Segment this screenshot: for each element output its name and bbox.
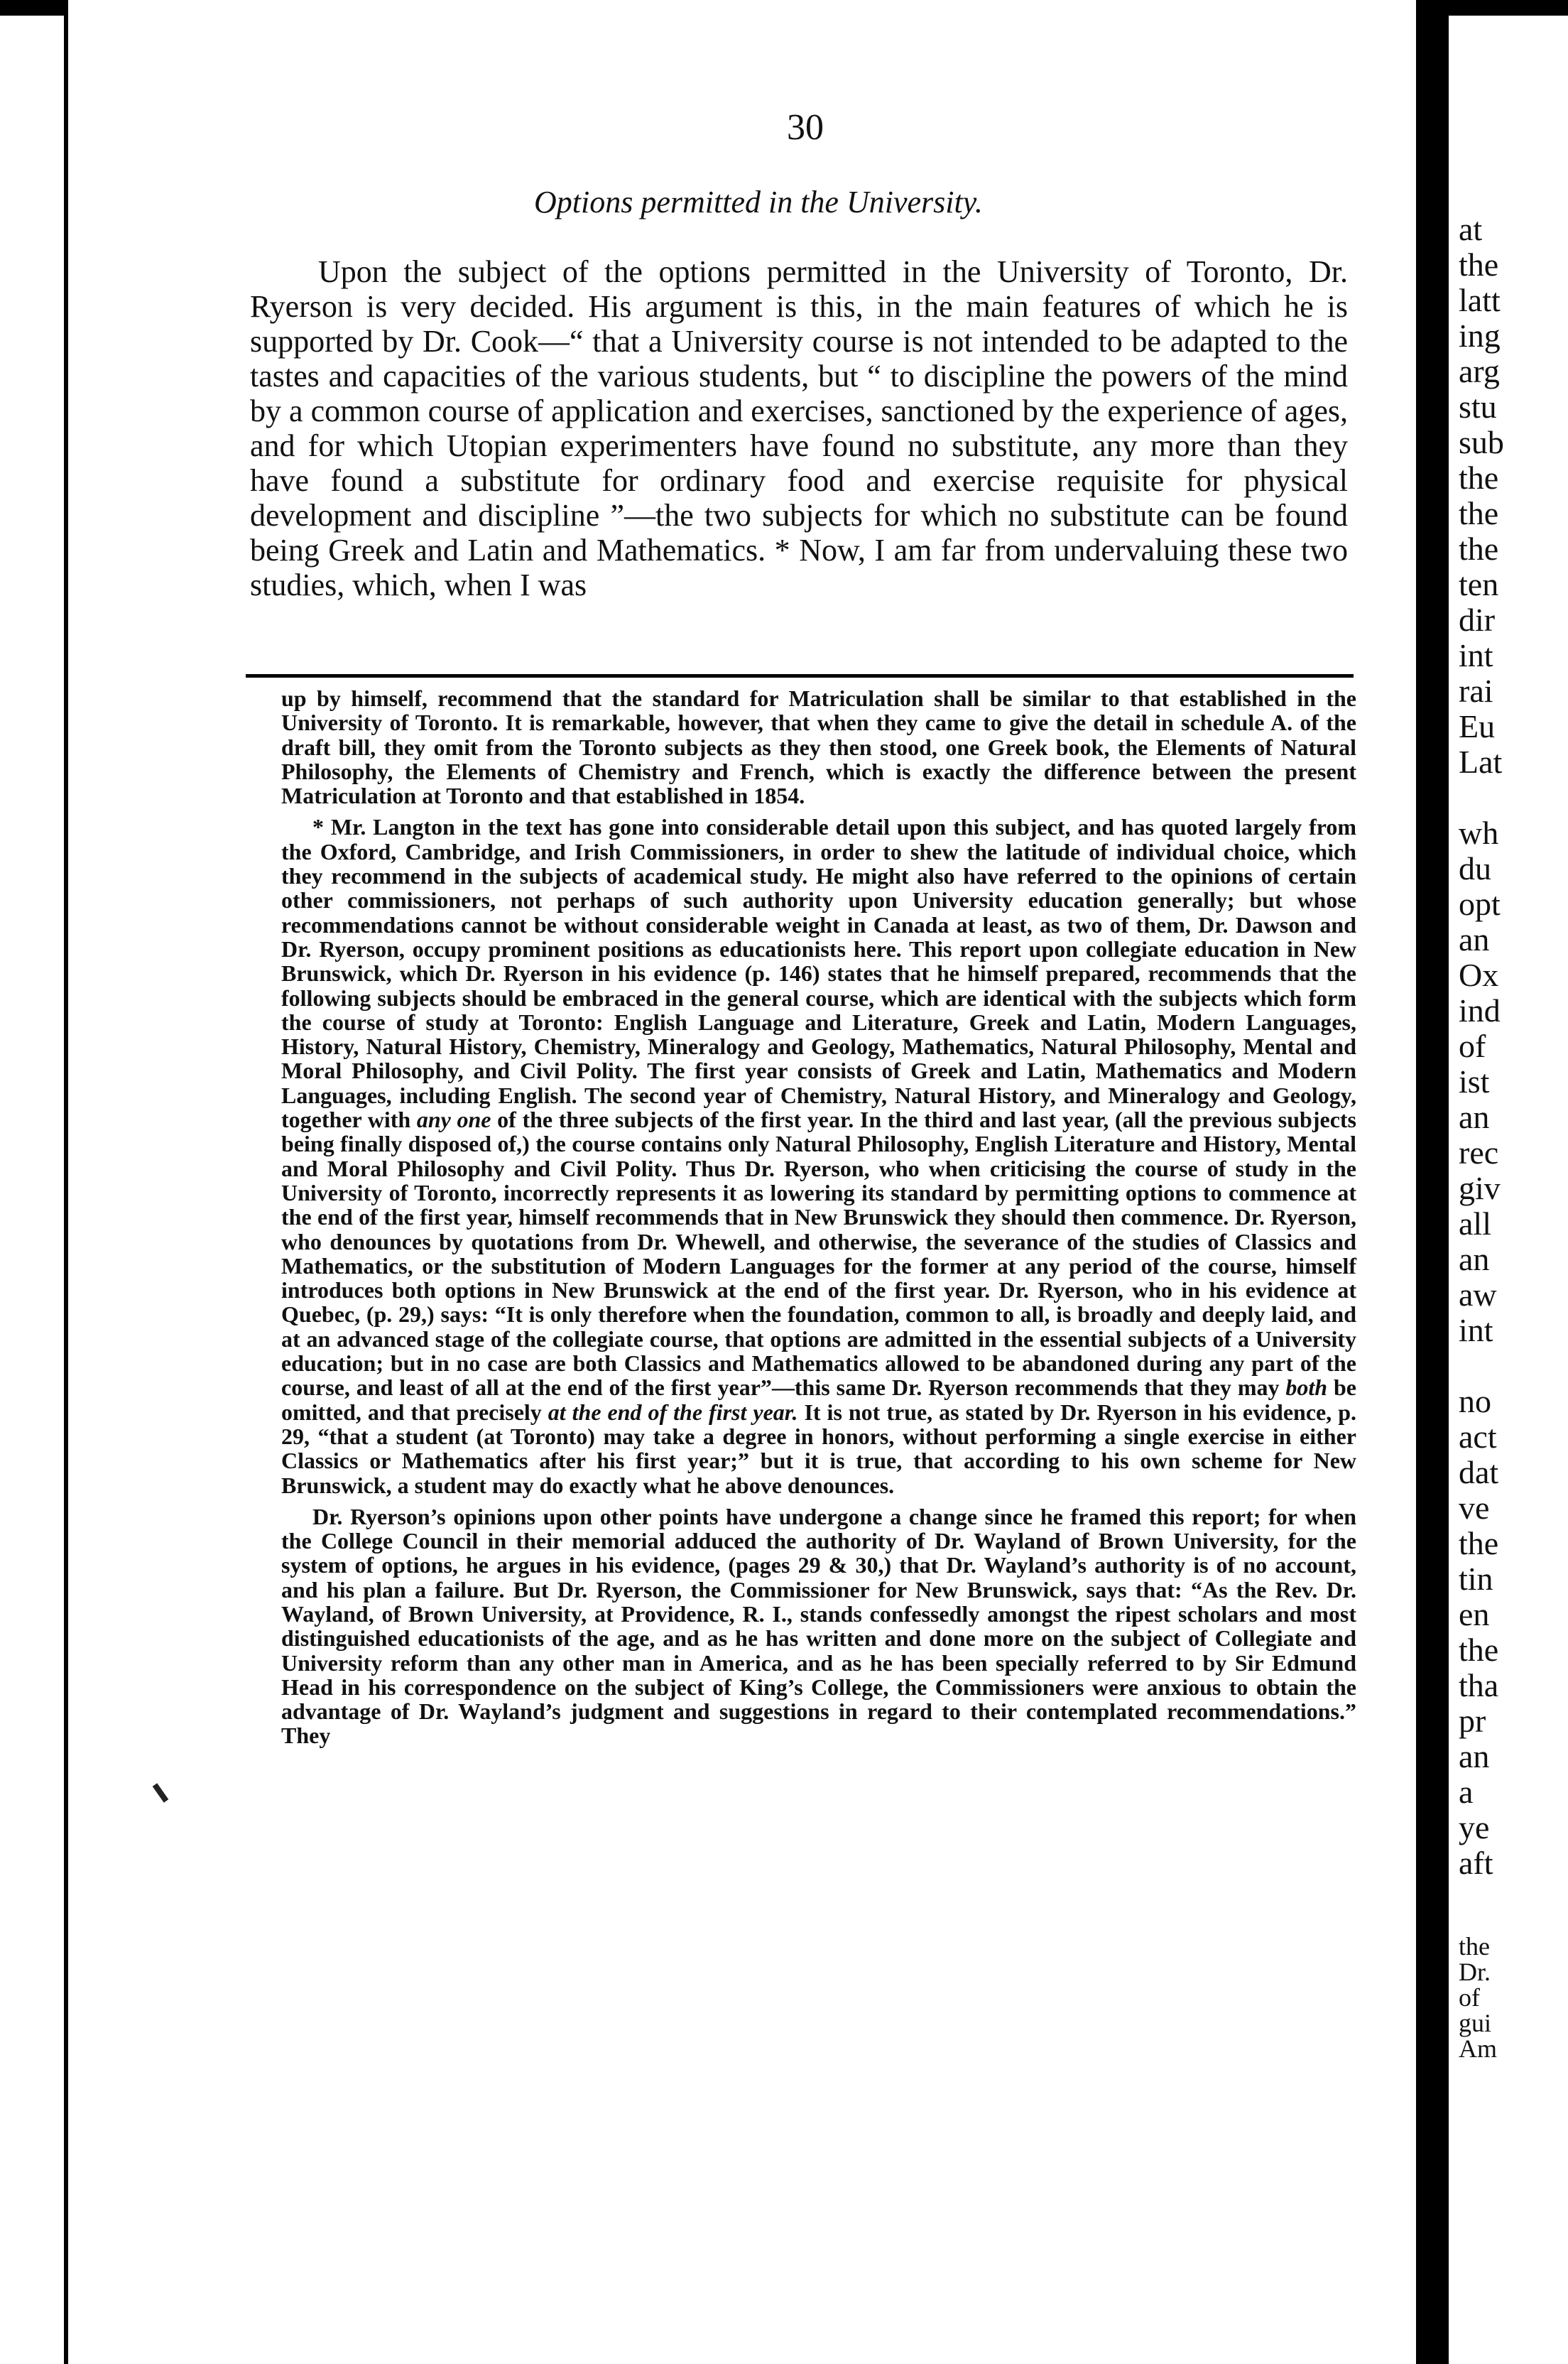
edge-word: no [1459, 1383, 1491, 1419]
footnote-star [281, 815, 1356, 1497]
edge-word: an [1459, 1099, 1490, 1135]
edge-word: at [1459, 211, 1483, 247]
edge-word: ind [1459, 992, 1501, 1029]
edge-word: the [1459, 531, 1499, 567]
edge-word: Dr. [1459, 1958, 1491, 1986]
edge-word: du [1459, 850, 1491, 886]
footnote-star-text-1: * Mr. Langton in the text has gone into considerable detail upon this subject, and has quoted largely from the Oxford, Cambridge, and Irish Commissioners, in order to shew the latitude of individual choice, which they recommend in the subjects of academical study. He might also have referred to the opinions of certain other commissioners, not perhaps of such authority upon University education generally; but whose recommendations cannot be without considerable weight in Canada at least, as two of them, Dr. Dawson and Dr. Ryerson, occupy prominent positions as educationists here. This report upon collegiate education in New Brunswick, which Dr. Ryerson in his evidence (p. 146) states that he himself prepared, recommends that the following subjects should be embraced in the general course, which are identical with the subjects which form the course of study at Toronto: English Language and Literature, Greek and Latin, Modern Languages, History, Natural History, Chemistry, Mineralogy and Geology, Mathematics, Natural Philosophy, Mental and Moral Philosophy, and Civil Polity. The first year consists of Greek and Latin, Mathematics and Modern Languages, including English. The second year of Chemistry, Natural History, and Mineralogy and Geology, together with [281, 814, 1356, 1133]
edge-word: tin [1459, 1561, 1493, 1597]
footnote-rule [246, 674, 1354, 678]
edge-word: giv [1459, 1170, 1501, 1206]
edge-word: gui [1459, 2009, 1492, 2037]
margin-mark [153, 1783, 169, 1803]
edge-word: pr [1459, 1703, 1486, 1739]
edge-word: aw [1459, 1276, 1497, 1313]
edge-word: ye [1459, 1809, 1490, 1845]
edge-word: Lat [1459, 744, 1503, 780]
edge-word: the [1459, 1632, 1499, 1668]
edge-word: Ox [1459, 957, 1499, 993]
footnote-star-emphasis-3: at the end of the first year. [548, 1399, 798, 1425]
edge-word: the [1459, 460, 1499, 496]
edge-word: arg [1459, 353, 1500, 389]
edge-word: an [1459, 921, 1490, 958]
footnote-second: Dr. Ryerson’s opinions upon other points have undergone a change since he framed this report; for when the College Council in their memorial adduced the authority of Dr. Wayland of Brown University, for the system of options, he argues in his evidence, (pages 29 & 30,) that Dr. Wayland’s authority is of no account, and his plan a failure. But Dr. Ryerson, the Commissioner for New Brunswick, says that: “As the Rev. Dr. Wayland, of Brown University, at Providence, R. I., stands confessedly amongst the ripest scholars and most distinguished educationists of the age, and as he has written and done more on the subject of Collegiate and University reform than any other man in America, and as he has been specially referred to by Sir Edmund Head in his correspondence on the subject of King’s College, the Commissioners were anxious to obtain the advantage of Dr. Wayland’s judgment and suggestions in regard to their contemplated recommendations.” They [281, 1503, 1356, 1749]
edge-word: of [1459, 1028, 1486, 1064]
footnote-star-emphasis-1: any one [416, 1107, 491, 1133]
edge-word: a [1459, 1774, 1474, 1810]
edge-word: int [1459, 637, 1493, 673]
edge-word: dir [1459, 602, 1496, 638]
page-gutter [1420, 0, 1449, 2364]
edge-word: opt [1459, 886, 1501, 922]
running-head: Options permitted in the University. [534, 185, 983, 219]
edge-word: ten [1459, 566, 1499, 602]
footnote-continued: up by himself, recommend that the standard for Matriculation shall be similar to that established in the University of Toronto. It is remarkable, however, that when they came to give the detail in schedule A. of the draft bill, they omit from the Toronto subjects as they then stood, one Greek book, the Elements of Natural Philosophy, the Elements of Chemistry and French, which is exactly the difference between the present Matriculation at Toronto and that established in 1854. [281, 685, 1356, 809]
adjacent-page-edge [1449, 16, 1568, 2364]
edge-word: rec [1459, 1134, 1499, 1171]
edge-word: Am [1459, 2034, 1497, 2063]
edge-word: of [1459, 1983, 1480, 2012]
edge-word: the [1459, 495, 1499, 531]
footnote-star-emphasis-2: both [1285, 1375, 1328, 1401]
edge-word: wh [1459, 815, 1499, 851]
edge-word: tha [1459, 1667, 1499, 1703]
edge-word: latt [1459, 282, 1501, 318]
edge-word: sub [1459, 424, 1504, 460]
edge-word: ve [1459, 1490, 1490, 1526]
footnotes [281, 686, 1356, 1748]
edge-word: the [1459, 246, 1499, 283]
edge-word: the [1459, 1932, 1490, 1961]
footnote-star-text-3: be omitted, and that precisely [281, 1375, 1357, 1425]
edge-word: ist [1459, 1063, 1490, 1100]
edge-word: stu [1459, 389, 1497, 425]
edge-word: en [1459, 1596, 1490, 1632]
document-page [64, 0, 1420, 2364]
edge-word: an [1459, 1738, 1490, 1774]
edge-word: aft [1459, 1845, 1493, 1881]
footnote-star-text-4: It is not true, as stated by Dr. Ryerson in his evidence, p. 29, “that a student (at Toronto) may take a degree in honors, without performing a single exercise in either Classics or Mathematics after his first year;” but it is true, that according to his own scheme for New Brunswick, a student may do exactly what he above denounces. [281, 1399, 1357, 1498]
edge-word: int [1459, 1312, 1493, 1348]
edge-word: Eu [1459, 708, 1496, 744]
main-paragraph: Upon the subject of the options permitted in the University of Toronto, Dr. Ryerson is very decided. His argument is this, in the main features of which he is supported by Dr. Cook—“ that a University course is not intended to be adapted to the tastes and capacities of the various students, but “ to discipline the powers of the mind by a common course of application and exercises, sanctioned by the experience of ages, and for which Utopian experimenters have found no substitute, any more than they have found a substitute for ordinary food and exercise requisite for physical development and discipline ”—the two subjects for which no substitute can be found being Greek and Latin and Mathematics. * Now, I am far from undervaluing these two studies, which, when I was [250, 254, 1348, 602]
edge-word: the [1459, 1525, 1499, 1561]
footnote-star-text-2: of the three subjects of the first year. In the third and last year, (all the previous subjects being finally disposed of,) the course contains only Natural Philosophy, English Literature and History, Mental and Moral Philosophy and Civil Polity. Thus Dr. Ryerson, who when criticising the course of study in the University of Toronto, incorrectly represents it as lowering its standard by permitting options to commence at the end of the first year, himself recommends that in New Brunswick they should then commence. Dr. Ryerson, who denounces by quotations from Dr. Whewell, and otherwise, the severance of the studies of Classics and Mathematics, or the substitution of Modern Languages for the former at any period of the course, himself introduces both options in New Brunswick at the end of the first year. Dr. Ryerson, who in his evidence at Quebec, (p. 29,) says: “It is only therefore when the foundation, common to all, is broadly and deeply laid, and at an advanced stage of the collegiate course, that options are admitted in the essential subjects of a University education; but in no case are both Classics and Mathematics allowed to be abandoned during any part of the course, and least of all at the end of the first year”—this same Dr. Ryerson recommends that they may [281, 1107, 1357, 1401]
edge-word: dat [1459, 1454, 1499, 1490]
page-number: 30 [787, 107, 824, 148]
edge-word: rai [1459, 673, 1493, 709]
edge-word: all [1459, 1205, 1491, 1242]
edge-word: an [1459, 1241, 1490, 1277]
edge-word: ing [1459, 318, 1501, 354]
edge-word: act [1459, 1419, 1497, 1455]
